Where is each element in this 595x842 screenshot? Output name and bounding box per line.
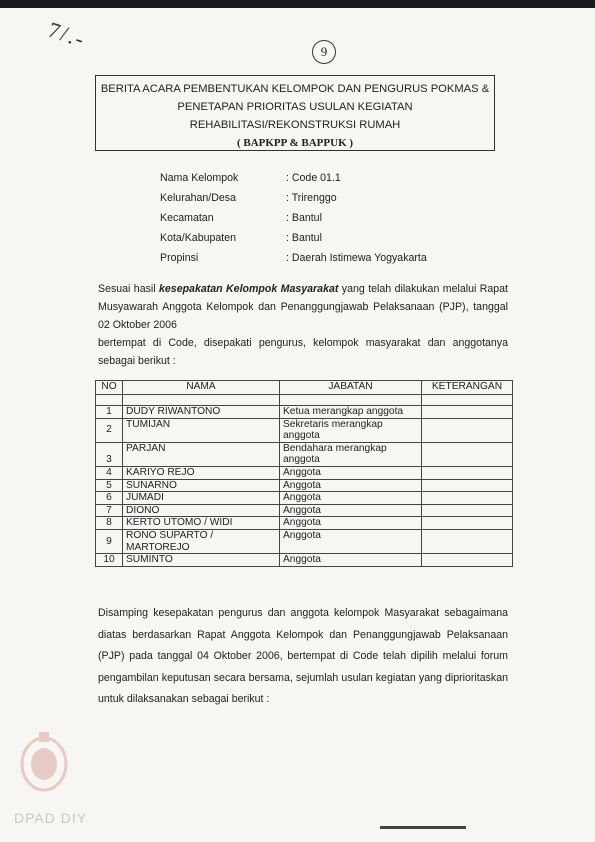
cell-no: 2 [96, 418, 123, 442]
info-value: : Daerah Istimewa Yogyakarta [286, 252, 427, 264]
col-jabatan: JABATAN [280, 381, 422, 395]
intro-text-c: bertempat di Code, disepakati pengurus, kelompok masyarakat dan anggotanya sebagai berikut : [98, 337, 508, 367]
handwritten-mark: 7/.- [45, 16, 90, 53]
cell-no: 5 [96, 479, 123, 492]
document-title-box [95, 75, 495, 151]
cell-keterangan [422, 504, 513, 517]
cell-keterangan [422, 517, 513, 530]
cell-no: 4 [96, 466, 123, 479]
title-line-4: ( BAPKPP & BAPPUK ) [236, 137, 354, 149]
members-table [95, 380, 513, 567]
table-header-row [96, 381, 513, 395]
cell-no: 9 [96, 529, 123, 553]
cell-jabatan: Anggota [280, 466, 422, 479]
table-row [96, 479, 513, 492]
table-row [96, 529, 513, 553]
table-row [96, 504, 513, 517]
cell-jabatan: Anggota [280, 504, 422, 517]
col-no: NO [96, 381, 123, 395]
info-value: : Bantul [286, 232, 322, 244]
cell-nama: JUMADI [123, 492, 280, 505]
info-label: Kelurahan/Desa [160, 192, 236, 204]
title-line-3: REHABILITASI/REKONSTRUKSI RUMAH [189, 119, 401, 131]
title-line-1: BERITA ACARA PEMBENTUKAN KELOMPOK DAN PENGURUS POKMAS & [100, 83, 490, 95]
table-row [96, 517, 513, 530]
cell-nama: SUNARNO [123, 479, 280, 492]
cell-keterangan [422, 442, 513, 466]
cell-keterangan [422, 479, 513, 492]
cell-jabatan: Anggota [280, 479, 422, 492]
table-row [96, 492, 513, 505]
emblem-stamp-icon [18, 730, 70, 796]
cell-jabatan: Anggota [280, 554, 422, 567]
cell-nama: TUMIJAN [123, 418, 280, 442]
title-line-2: PENETAPAN PRIORITAS USULAN KEGIATAN [177, 101, 413, 113]
cell-nama: PARJAN [123, 442, 280, 466]
info-value: : Trirenggo [286, 192, 337, 204]
cell-no: 8 [96, 517, 123, 530]
intro-emphasis: kesepakatan Kelompok Masyarakat [159, 283, 339, 295]
cell-jabatan: Anggota [280, 517, 422, 530]
table-row [96, 466, 513, 479]
intro-paragraph [98, 280, 508, 370]
cell-jabatan: Ketua merangkap anggota [280, 406, 422, 419]
table-row [96, 418, 513, 442]
cell-no: 3 [96, 442, 123, 466]
cell-nama: KERTO UTOMO / WIDI [123, 517, 280, 530]
info-label: Propinsi [160, 252, 199, 264]
cell-nama: KARIYO REJO [123, 466, 280, 479]
scan-top-border [0, 0, 595, 8]
intro-text-b: yang telah dilakukan melalui Rapat Musyawarah Anggota Kelompok dan Penanggungjawab Pelaksanaan (PJP), tanggal 02 Oktober 2006 [98, 283, 509, 331]
cell-keterangan [422, 529, 513, 553]
closing-paragraph: Disamping kesepakatan pengurus dan anggota kelompok Masyarakat sebagaimana diatas berdasarkan Rapat Anggota Kelompok dan Penanggungjawab Pelaksanaan (PJP) pada tanggal 04 Oktober 2006, bertempat di Code telah dipilih melalui forum pengambilan keputusan secara bersama, sejumlah usulan kegiatan yang diprioritaskan untuk dilaksanakan sebagai berikut : [98, 607, 508, 705]
table-spacer-row [96, 395, 513, 406]
footer-line [380, 826, 466, 829]
info-value: : Bantul [286, 212, 322, 224]
cell-jabatan: Anggota [280, 492, 422, 505]
page-number: 9 [312, 40, 336, 64]
cell-no: 1 [96, 406, 123, 419]
info-label: Kota/Kabupaten [160, 232, 236, 244]
cell-keterangan [422, 554, 513, 567]
info-label: Kecamatan [160, 212, 214, 224]
cell-keterangan [422, 492, 513, 505]
info-value: : Code 01.1 [286, 172, 341, 184]
cell-nama: DIONO [123, 504, 280, 517]
cell-no: 10 [96, 554, 123, 567]
archive-watermark: DPAD DIY [14, 810, 88, 826]
cell-jabatan: Anggota [280, 529, 422, 553]
table-row [96, 554, 513, 567]
cell-jabatan: Bendahara merangkap anggota [280, 442, 422, 466]
cell-keterangan [422, 466, 513, 479]
cell-nama: RONO SUPARTO / MARTOREJO [123, 529, 280, 553]
table-row [96, 406, 513, 419]
cell-keterangan [422, 406, 513, 419]
cell-no: 7 [96, 504, 123, 517]
cell-keterangan [422, 418, 513, 442]
cell-no: 6 [96, 492, 123, 505]
cell-nama: SUMINTO [123, 554, 280, 567]
table-row [96, 442, 513, 466]
col-keterangan: KETERANGAN [422, 381, 513, 395]
intro-text-a: Sesuai hasil [98, 283, 160, 295]
cell-nama: DUDY RIWANTONO [123, 406, 280, 419]
info-label: Nama Kelompok [160, 172, 239, 184]
col-nama: NAMA [123, 381, 280, 395]
cell-jabatan: Sekretaris merangkap anggota [280, 418, 422, 442]
